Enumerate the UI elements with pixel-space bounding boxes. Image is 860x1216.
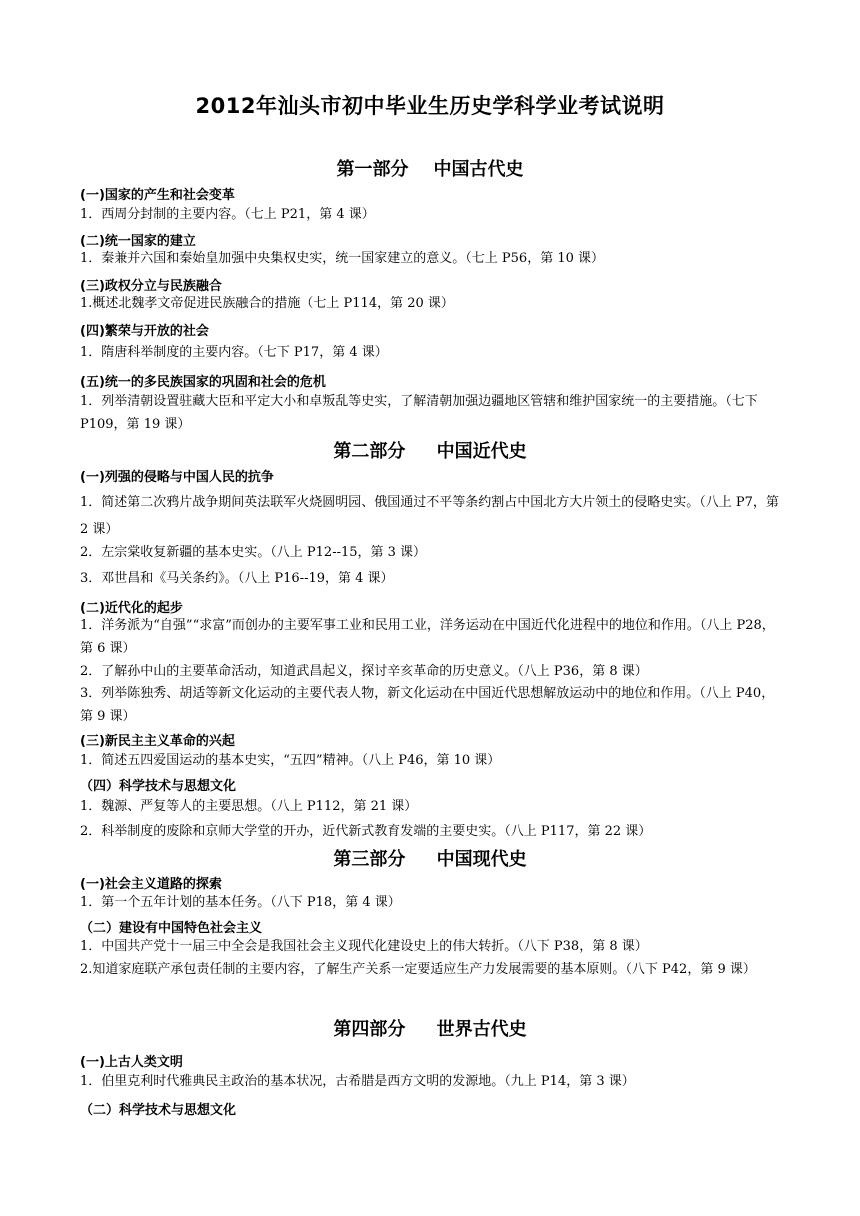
- part-heading: 第一部分 中国古代史: [336, 159, 524, 180]
- list-item: 1．魏源、严复等人的主要思想。（八上 P112，第 21 课）: [80, 799, 418, 814]
- section-heading: (四)繁荣与开放的社会: [80, 324, 209, 339]
- section-heading: (一)社会主义道路的探索: [80, 877, 222, 892]
- section-heading: （二）建设有中国特色社会主义: [80, 921, 263, 936]
- list-item: 1．西周分封制的主要内容。（七上 P21，第 4 课）: [80, 207, 375, 222]
- list-item: 1.概述北魏孝文帝促进民族融合的措施（七上 P114，第 20 课）: [80, 296, 454, 311]
- section-heading: （二）科学技术与思想文化: [80, 1103, 237, 1118]
- part-heading: 第三部分 中国现代史: [333, 849, 527, 870]
- section-heading: (二)近代化的起步: [80, 601, 183, 616]
- list-item: 1．简述第二次鸦片战争期间英法联军火烧圆明园、俄国通过不平等条约割占中国北方大片领土的侵略史实。（八上 P7，第 2 课）: [80, 495, 779, 537]
- section-heading: （四）科学技术与思想文化: [80, 779, 237, 794]
- part-heading: 第二部分 中国近代史: [333, 441, 527, 462]
- section-heading: (三)政权分立与民族融合: [80, 279, 222, 294]
- list-item: 3．列举陈独秀、胡适等新文化运动的主要代表人物，新文化运动在中国近代思想解放运动中的地位和作用。（八上 P40，第 9 课）: [80, 686, 775, 724]
- list-item: 1．隋唐科举制度的主要内容。（七下 P17，第 4 课）: [80, 345, 388, 360]
- list-item: 2．科举制度的废除和京师大学堂的开办，近代新式教育发端的主要史实。（八上 P117，第 22 课）: [80, 824, 652, 839]
- document-title: 2012年汕头市初中毕业生历史学科学业考试说明: [195, 94, 665, 118]
- section-heading: (一)国家的产生和社会变革: [80, 188, 235, 203]
- part-heading: 第四部分 世界古代史: [333, 1019, 527, 1040]
- list-item: 3．邓世昌和《马关条约》。（八上 P16--19，第 4 课）: [80, 571, 394, 586]
- section-heading: (一)上古人类文明: [80, 1055, 183, 1070]
- list-item: 2．了解孙中山的主要革命活动，知道武昌起义，探讨辛亥革命的历史意义。（八上 P36，第 8 课）: [80, 664, 648, 679]
- list-item: 1．列举清朝设置驻藏大臣和平定大小和卓叛乱等史实，了解清朝加强边疆地区管辖和维护国家统一的主要措施。（七下 P109，第 19 课）: [80, 394, 758, 432]
- list-item: 1．洋务派为“自强”“求富”而创办的主要军事工业和民用工业，洋务运动在中国近代化进程中的地位和作用。（八上 P28，第 6 课）: [80, 618, 775, 656]
- section-heading: (五)统一的多民族国家的巩固和社会的危机: [80, 375, 326, 390]
- list-item: 2.知道家庭联产承包责任制的主要内容，了解生产关系一定要适应生产力发展需要的基本原则。（八下 P42，第 9 课）: [80, 962, 756, 977]
- section-heading: (三)新民主主义革命的兴起: [80, 734, 235, 749]
- list-item: 2．左宗棠收复新疆的基本史实。（八上 P12--15，第 3 课）: [80, 545, 427, 560]
- list-item: 1．中国共产党十一届三中全会是我国社会主义现代化建设史上的伟大转折。（八下 P38，第 8 课）: [80, 939, 648, 954]
- list-item: 1．简述五四爱国运动的基本史实，“五四”精神。（八上 P46，第 10 课）: [80, 753, 501, 768]
- section-heading: (二)统一国家的建立: [80, 234, 196, 249]
- list-item: 1．第一个五年计划的基本任务。（八下 P18，第 4 课）: [80, 895, 401, 910]
- section-heading: (一)列强的侵略与中国人民的抗争: [80, 470, 274, 485]
- list-item: 1．秦兼并六国和秦始皇加强中央集权史实，统一国家建立的意义。（七上 P56，第 10 课）: [80, 251, 604, 266]
- list-item: 1．伯里克利时代雅典民主政治的基本状况，古希腊是西方文明的发源地。（九上 P14，第 3 课）: [80, 1074, 635, 1089]
